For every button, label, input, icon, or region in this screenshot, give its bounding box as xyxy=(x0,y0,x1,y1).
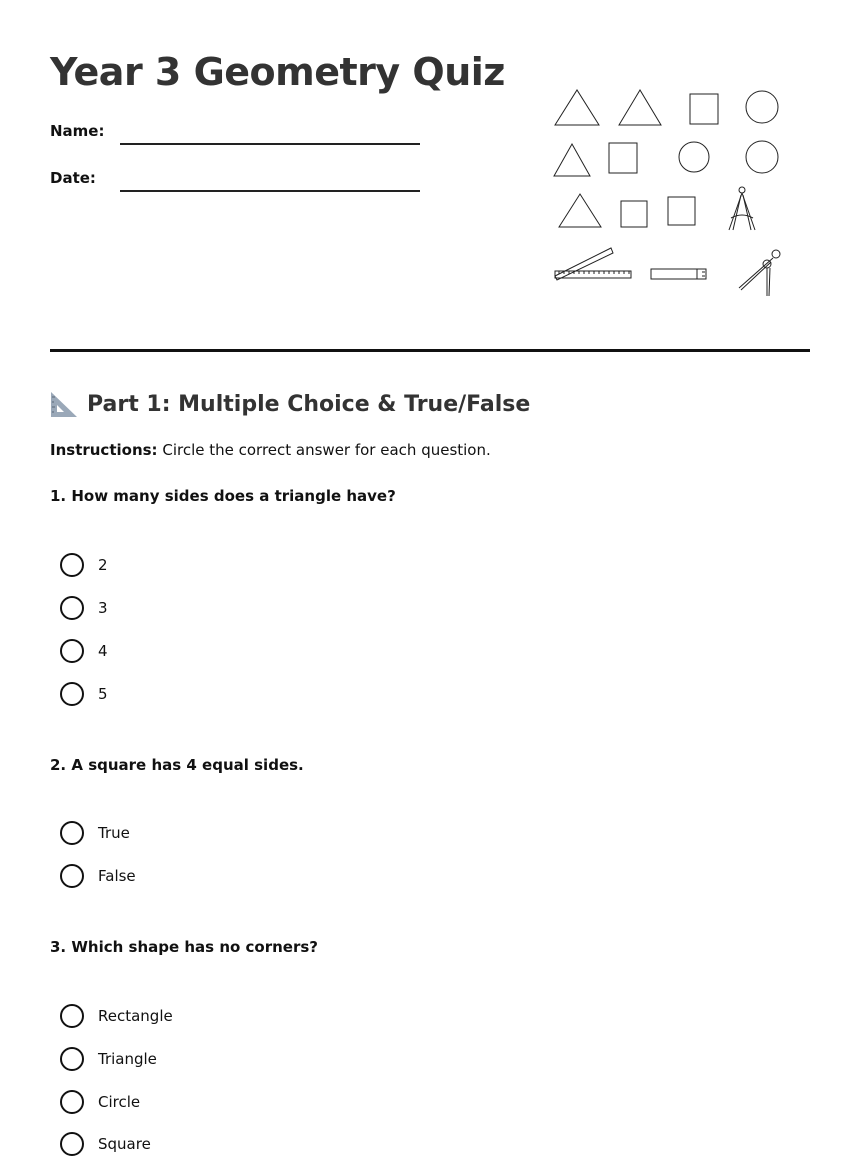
radio-button[interactable] xyxy=(60,1090,84,1114)
circle-icon xyxy=(679,142,709,172)
radio-button[interactable] xyxy=(60,553,84,577)
compass-icon xyxy=(739,250,780,296)
circle-icon xyxy=(746,91,778,123)
option-label: Triangle xyxy=(98,1050,157,1068)
radio-button[interactable] xyxy=(60,1047,84,1071)
instructions xyxy=(50,441,491,459)
question-3: 3. Which shape has no corners? xyxy=(50,938,319,956)
option-label: 4 xyxy=(98,642,108,660)
instructions-text: Circle the correct answer for each question. xyxy=(162,441,491,459)
question-1-option-1[interactable] xyxy=(60,552,108,578)
section-divider xyxy=(50,349,810,352)
name-field[interactable] xyxy=(120,143,420,145)
option-label: Square xyxy=(98,1135,151,1153)
compass-icon xyxy=(729,187,755,230)
option-label: False xyxy=(98,867,136,885)
page-title: Year 3 Geometry Quiz xyxy=(50,50,505,94)
radio-button[interactable] xyxy=(60,639,84,663)
part1-heading xyxy=(50,387,530,421)
question-3-option-1[interactable] xyxy=(60,1003,173,1029)
radio-button[interactable] xyxy=(60,821,84,845)
option-label: Rectangle xyxy=(98,1007,173,1025)
question-2-option-1[interactable] xyxy=(60,820,130,846)
question-2: 2. A square has 4 equal sides. xyxy=(50,756,304,774)
radio-button[interactable] xyxy=(60,596,84,620)
name-label: Name: xyxy=(50,122,105,140)
question-2-option-2[interactable] xyxy=(60,863,136,889)
geometry-shapes-illustration xyxy=(545,80,795,310)
triangle-icon xyxy=(559,194,601,227)
radio-button[interactable] xyxy=(60,1132,84,1156)
option-label: Circle xyxy=(98,1093,141,1111)
question-1-option-2[interactable] xyxy=(60,595,108,621)
option-label: 2 xyxy=(98,556,108,574)
question-3-option-4[interactable] xyxy=(60,1131,151,1157)
triangle-icon xyxy=(619,90,661,125)
part1-title: Part 1: Multiple Choice & True/False xyxy=(87,391,531,417)
radio-button[interactable] xyxy=(60,682,84,706)
square-icon xyxy=(668,197,695,225)
question-1-option-4[interactable] xyxy=(60,681,108,707)
square-icon xyxy=(621,201,647,227)
radio-button[interactable] xyxy=(60,864,84,888)
question-3-option-2[interactable] xyxy=(60,1046,157,1072)
question-3-option-3[interactable] xyxy=(60,1089,140,1115)
radio-button[interactable] xyxy=(60,1004,84,1028)
option-label: True xyxy=(98,824,130,842)
question-1: 1. How many sides does a triangle have? xyxy=(50,487,396,505)
ruler-icon xyxy=(651,269,706,279)
circle-icon xyxy=(746,141,778,173)
option-label: 5 xyxy=(98,685,108,703)
instructions-label: Instructions: xyxy=(50,441,158,459)
date-field[interactable] xyxy=(120,190,420,192)
square-icon xyxy=(690,94,718,124)
square-icon xyxy=(609,143,637,173)
triangle-icon xyxy=(554,144,590,176)
ruler-icon xyxy=(555,248,631,280)
set-square-icon xyxy=(50,390,78,418)
triangle-icon xyxy=(555,90,599,125)
date-label: Date: xyxy=(50,169,96,187)
question-1-option-3[interactable] xyxy=(60,638,108,664)
option-label: 3 xyxy=(98,599,108,617)
